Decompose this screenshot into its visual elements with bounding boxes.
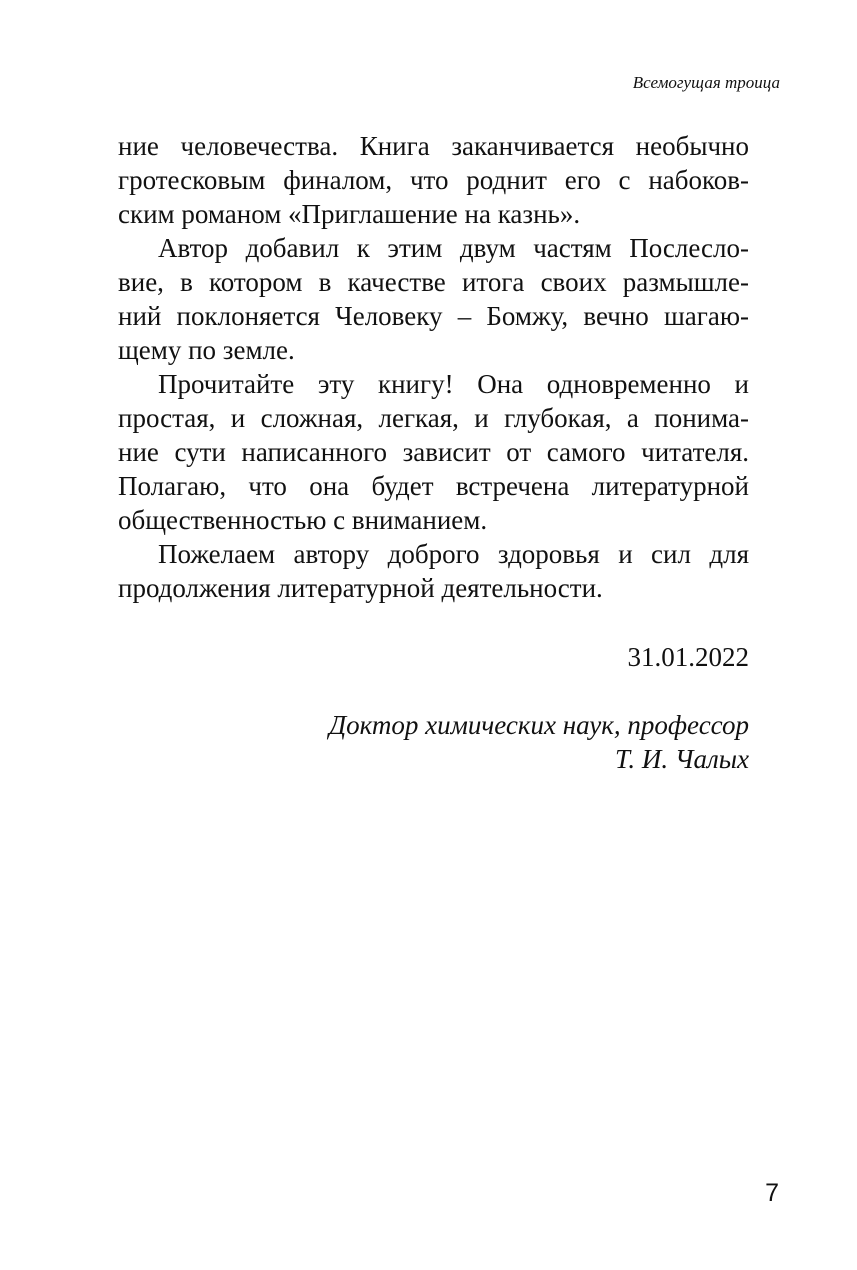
body-text [118, 129, 749, 605]
signature-title: Доктор химических наук, профессор [328, 710, 749, 740]
paragraph-3-line-1: Прочитайте эту книгу! Она одновременно и [158, 369, 749, 399]
paragraph-4-line-1: Пожелаем автору доброго здоровья и сил для [158, 539, 749, 569]
paragraph-2-line-4: щему по земле. [118, 335, 295, 365]
paragraph-3-line-2: простая, и сложная, легкая, и глубокая, а понима- [118, 403, 749, 433]
paragraph-1-line-2: гротесковым финалом, что роднит его с набоков- [118, 165, 749, 195]
page-number: 7 [765, 1179, 779, 1207]
paragraph-3-line-5: общественностью с вниманием. [118, 505, 488, 535]
date: 31.01.2022 [627, 642, 749, 672]
paragraph-3-line-4: Полагаю, что она будет встречена литературной [118, 471, 749, 501]
paragraph-4-line-2: продолжения литературной деятельности. [118, 573, 603, 603]
signature-name: Т. И. Чалых [615, 744, 749, 774]
paragraph-2-line-1: Автор добавил к этим двум частям Послесло- [158, 233, 749, 263]
paragraph-1-line-1: ние человечества. Книга заканчивается необычно [118, 131, 749, 161]
paragraph-3-line-3: ние сути написанного зависит от самого читателя. [118, 437, 749, 467]
paragraph-2-line-2: вие, в котором в качестве итога своих размышле- [118, 267, 749, 297]
running-head: Всемогущая троица [632, 73, 780, 92]
signature [329, 708, 749, 776]
paragraph-2-line-3: ний поклоняется Человеку – Бомжу, вечно шагаю- [118, 301, 749, 331]
paragraph-1-line-3: ским романом «Приглашение на казнь». [118, 199, 581, 229]
